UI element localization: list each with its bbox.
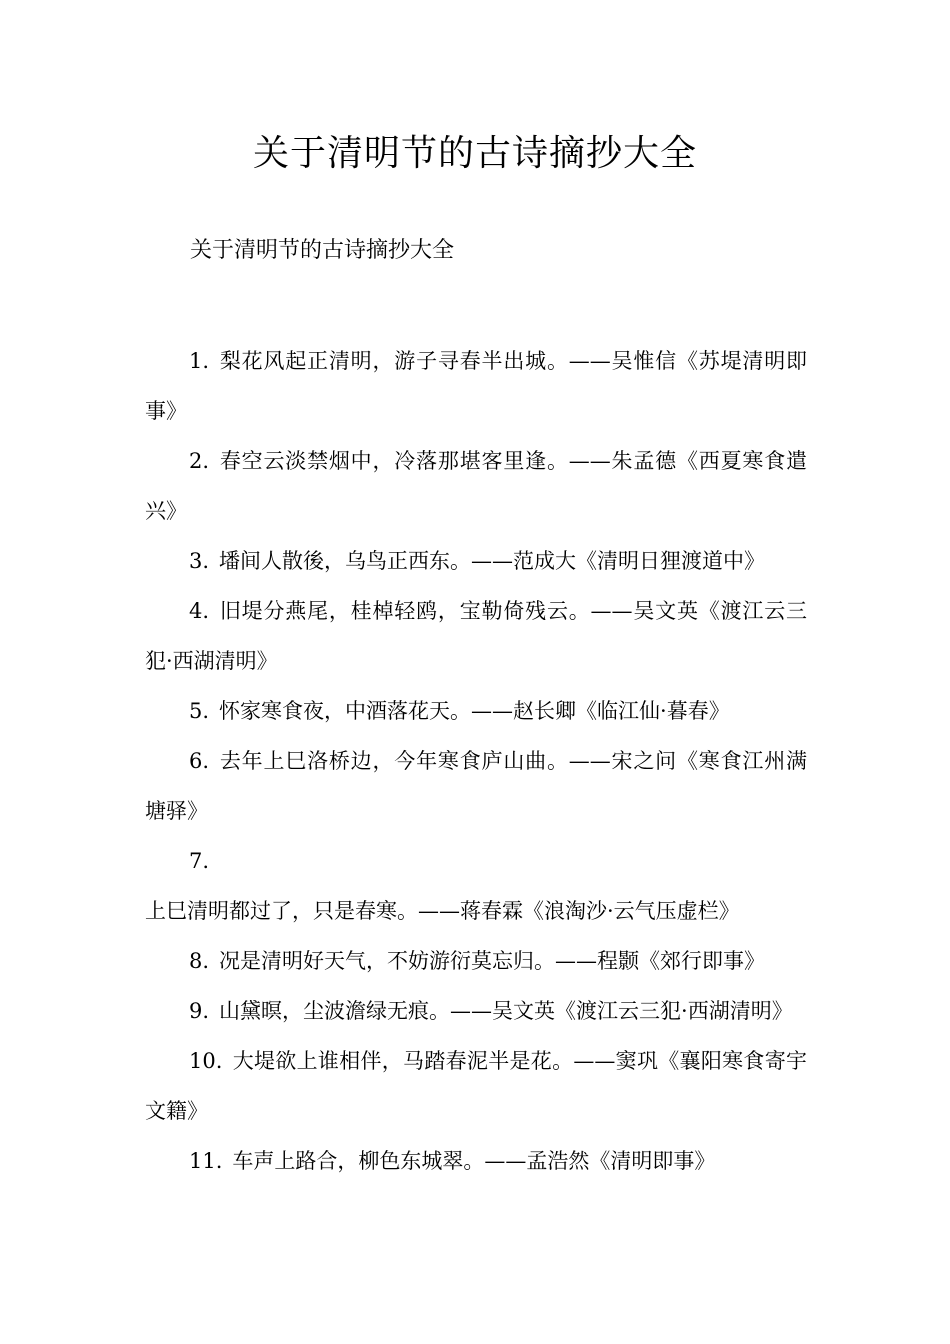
item-text: 怀家寒食夜，中酒落花天。——赵长卿《临江仙·暮春》	[219, 699, 730, 723]
item-text: 大堤欲上谁相伴，马踏春泥半是花。——窦巩《襄阳寒食寄宇文籍》	[145, 1049, 807, 1123]
list-item	[145, 686, 807, 736]
item-text: 梨花风起正清明，游子寻春半出城。——吴惟信《苏堤清明即事》	[145, 349, 807, 423]
item-text: 去年上巳洛桥边，今年寒食庐山曲。——宋之问《寒食江州满塘驿》	[145, 749, 807, 823]
item-number: 1.	[189, 349, 210, 373]
item-number: 10.	[189, 1049, 223, 1073]
item-text: 山黛暝，尘波澹绿无痕。——吴文英《渡江云三犯·西湖清明》	[219, 999, 793, 1023]
item-text: 车声上路合，柳色东城翠。——孟浩然《清明即事》	[232, 1149, 716, 1173]
list-item	[145, 986, 807, 1036]
poem-list	[145, 336, 807, 1186]
item-number: 8.	[189, 949, 210, 973]
item-number: 4.	[189, 599, 210, 623]
list-item	[145, 736, 807, 836]
list-item	[145, 1136, 807, 1186]
item-number: 5.	[189, 699, 210, 723]
list-item	[145, 586, 807, 686]
list-item	[145, 836, 807, 936]
document-title: 关于清明节的古诗摘抄大全	[252, 133, 697, 174]
list-item	[145, 1036, 807, 1136]
item-number: 6.	[189, 749, 210, 773]
item-text: 况是清明好天气，不妨游衍莫忘归。——程颢《郊行即事》	[219, 949, 766, 973]
item-text: 春空云淡禁烟中，冷落那堪客里逢。——朱孟德《西夏寒食遣兴》	[145, 449, 807, 523]
item-text: 旧堤分燕尾，桂棹轻鸥，宝勒倚残云。——吴文英《渡江云三犯·西湖清明》	[145, 599, 807, 673]
item-number: 3.	[189, 549, 210, 573]
item-text: 上巳清明都过了，只是春寒。——蒋春霖《浪淘沙·云气压虚栏》	[145, 899, 740, 923]
item-number: 9.	[189, 999, 210, 1023]
list-item	[145, 436, 807, 536]
item-number: 11.	[189, 1149, 223, 1173]
item-text: 墦间人散後，乌鸟正西东。——范成大《清明日狸渡道中》	[219, 549, 766, 573]
item-number: 2.	[189, 449, 210, 473]
list-item	[145, 936, 807, 986]
list-item	[145, 536, 807, 586]
list-item	[145, 336, 807, 436]
item-number: 7.	[189, 849, 210, 873]
document-subtitle: 关于清明节的古诗摘抄大全	[190, 238, 455, 263]
